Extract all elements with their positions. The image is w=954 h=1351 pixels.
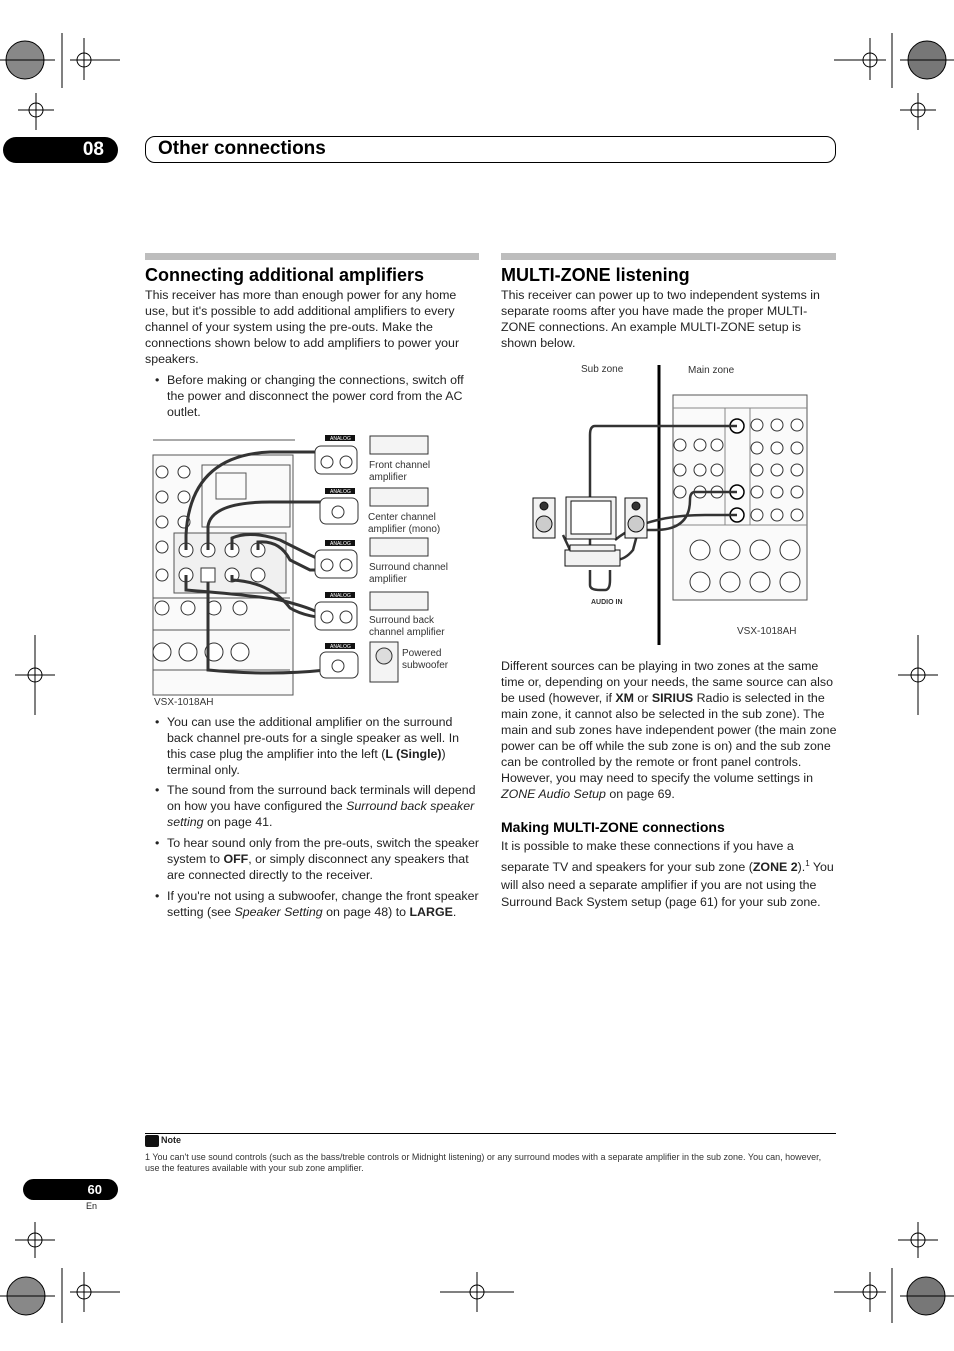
chapter-number-badge: 08 xyxy=(3,137,118,163)
bullet-surround-back-sound: • The sound from the surround back terminals will depend on how you have configured the Surround back speaker setting on page 41. xyxy=(155,783,476,829)
note-icon xyxy=(145,1135,159,1147)
label-center-amplifier: Center channel amplifier (mono) xyxy=(368,512,441,535)
footnote-text: 1 You can't use sound controls (such as the bass/treble controls or Midnight listening) or any surround modes with a separate amplifier in the sub zone. You can, however, use the features available with your sub zone amplifier. xyxy=(145,1152,822,1173)
label-surround-amplifier: Surround channel amplifier xyxy=(369,562,448,585)
note-label: Note xyxy=(161,1135,181,1145)
intro-paragraph-amplifiers: This receiver has more than enough power for any home use, but it's possible to add additional amplifiers to every channel of your system using the pre-outs. Make the connections shown below to add amplifiers to power your speakers. xyxy=(145,288,460,366)
bullet-text: Before making or changing the connections, switch off the power and disconnect the power cord from the AC outlet. xyxy=(167,373,464,419)
label-model-right: VSX-1018AH xyxy=(737,626,797,637)
label-main-zone: Main zone xyxy=(688,365,735,376)
svg-text:ANALOG: ANALOG xyxy=(330,541,351,547)
label-powered-subwoofer: Powered subwoofer xyxy=(402,648,449,671)
label-sub-zone: Sub zone xyxy=(581,364,624,375)
bullet-pre-outs-only: • To hear sound only from the pre-outs, switch the speaker system to OFF, or simply disconnect any speakers that are connected directly to the receiver. xyxy=(155,836,479,882)
multizone-connection-diagram xyxy=(525,360,810,650)
footnote-rule xyxy=(145,1133,836,1134)
paragraph-making-connections: It is possible to make these connections if you have a separate TV and speakers for your sub zone (ZONE 2).$^1$ You will also need a separate amplifier if you are not using the Surround Back System setup (page 61) for your sub zone. xyxy=(501,839,834,910)
label-audio-in: AUDIO IN xyxy=(591,599,623,606)
intro-paragraph-multizone: This receiver can power up to two independent systems in separate rooms after you have made the proper MULTI-ZONE connections. An example MULTI-ZONE setup is shown below. xyxy=(501,288,820,350)
bullet-single-speaker: • You can use the additional amplifier on the surround back channel pre-outs for a single speaker as well. In this case plug the amplifier into the left (L (Single)) terminal only. xyxy=(155,715,460,777)
section-rule-right xyxy=(501,253,836,260)
label-front-amplifier: Front channel amplifier xyxy=(369,460,431,483)
svg-text:ANALOG: ANALOG xyxy=(330,489,351,495)
label-model-left: VSX-1018AH xyxy=(154,697,214,708)
bullet-before-connecting: • Before making or changing the connections, switch off the power and disconnect the power cord from the AC outlet. xyxy=(155,373,464,419)
section-title-amplifiers: Connecting additional amplifiers xyxy=(145,265,425,285)
svg-text:ANALOG: ANALOG xyxy=(330,644,351,650)
page-number-badge: 60 xyxy=(23,1179,118,1200)
chapter-title: Other connections xyxy=(158,138,326,159)
section-rule-left xyxy=(145,253,479,260)
language-code: En xyxy=(86,1201,98,1211)
label-surround-back-amplifier: Surround back channel amplifier xyxy=(369,615,445,638)
svg-text:ANALOG: ANALOG xyxy=(330,593,351,599)
svg-text:ANALOG: ANALOG xyxy=(330,436,351,442)
bullet-no-subwoofer: • If you're not using a subwoofer, change the front speaker setting (see Speaker Setting on page 48) to LARGE. xyxy=(155,889,479,919)
paragraph-independent-zones: Different sources can be playing in two zones at the same time or, depending on your needs, the same source can also be used (however, if XM or SIRIUS Radio is selected in the main zone, it cannot also be selected in the sub zone). The main and sub zones have independent power (the main zone power can be off while the sub zone is on) and the sub zone can be controlled by the remote or front panel controls. However, you may need to specify the volume settings in ZONE Audio Setup on page 69. xyxy=(501,659,837,801)
section-title-multizone: MULTI-ZONE listening xyxy=(501,265,690,285)
subsection-title-making-connections: Making MULTI-ZONE connections xyxy=(501,819,725,835)
